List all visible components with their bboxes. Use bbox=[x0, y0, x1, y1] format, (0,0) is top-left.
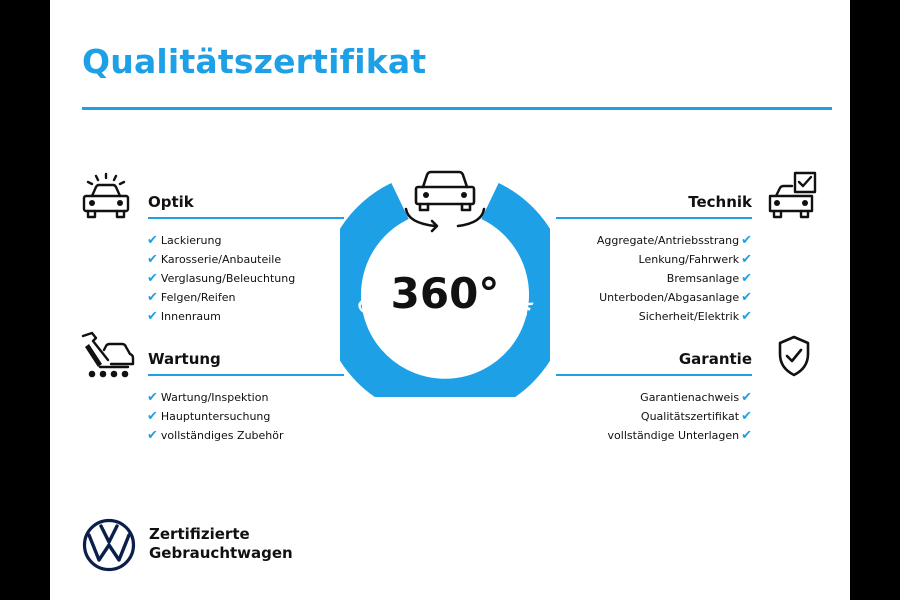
list-item: Garantienachweis ✔ bbox=[640, 390, 752, 405]
vw-logo bbox=[82, 518, 136, 572]
checkmark-icon: ✔ bbox=[741, 271, 752, 286]
checkmark-icon: ✔ bbox=[741, 233, 752, 248]
section-garantie bbox=[452, 350, 752, 460]
title-underline bbox=[82, 107, 832, 110]
checkmark-icon: ✔ bbox=[147, 290, 158, 305]
list-item: Sicherheit/Elektrik ✔ bbox=[638, 309, 752, 324]
shield-check-icon bbox=[776, 334, 812, 378]
list-item: ✔ Verglasung/Beleuchtung bbox=[147, 271, 296, 286]
brand-text bbox=[149, 525, 293, 563]
list-item: Bremsanlage ✔ bbox=[666, 271, 752, 286]
checkmark-icon: ✔ bbox=[147, 309, 158, 324]
section-technik bbox=[452, 193, 752, 333]
list-item: vollständige Unterlagen ✔ bbox=[607, 428, 752, 443]
brand-line-2: Gebrauchtwagen bbox=[149, 544, 293, 562]
check-list-garantie bbox=[608, 388, 752, 445]
section-title-wartung: Wartung bbox=[148, 350, 221, 368]
degree-label: 360° bbox=[390, 269, 500, 318]
list-item: ✔ Wartung/Inspektion bbox=[147, 390, 269, 405]
check-list-wartung bbox=[147, 388, 284, 445]
arc-label: Gebrauchtwagen-Check bbox=[351, 294, 539, 366]
list-item: Aggregate/Antriebsstrang ✔ bbox=[596, 233, 752, 248]
checkmark-icon: ✔ bbox=[147, 233, 158, 248]
checkmark-icon: ✔ bbox=[741, 390, 752, 405]
page-title: Qualitätszertifikat bbox=[82, 42, 427, 81]
checkmark-icon: ✔ bbox=[147, 409, 158, 424]
check-list-optik bbox=[147, 231, 295, 326]
checkmark-icon: ✔ bbox=[147, 428, 158, 443]
section-divider bbox=[148, 217, 344, 219]
section-title-garantie: Garantie bbox=[678, 350, 752, 368]
section-divider bbox=[556, 217, 752, 219]
list-item: ✔ vollständiges Zubehör bbox=[147, 428, 284, 443]
list-item: ✔ Karosserie/Anbauteile bbox=[147, 252, 282, 267]
checkmark-icon: ✔ bbox=[741, 309, 752, 324]
checkmark-icon: ✔ bbox=[147, 390, 158, 405]
list-item: ✔ Felgen/Reifen bbox=[147, 290, 236, 305]
checkmark-icon: ✔ bbox=[741, 290, 752, 305]
list-item: ✔ Innenraum bbox=[147, 309, 221, 324]
certificate-page bbox=[50, 0, 850, 600]
list-item: Lenkung/Fahrwerk ✔ bbox=[638, 252, 752, 267]
list-item: Unterboden/Abgasanlage ✔ bbox=[599, 290, 752, 305]
checkmark-icon: ✔ bbox=[741, 428, 752, 443]
list-item: ✔ Hauptuntersuchung bbox=[147, 409, 271, 424]
list-item: Qualitätszertifikat ✔ bbox=[640, 409, 752, 424]
section-title-technik: Technik bbox=[688, 193, 752, 211]
checkmark-icon: ✔ bbox=[147, 252, 158, 267]
section-title-optik: Optik bbox=[148, 193, 194, 211]
checkmark-icon: ✔ bbox=[741, 409, 752, 424]
brand-line-1: Zertifizierte bbox=[149, 525, 250, 543]
list-item: ✔ Lackierung bbox=[147, 233, 222, 248]
car-checkbox-icon bbox=[766, 170, 822, 222]
checkmark-icon: ✔ bbox=[147, 271, 158, 286]
section-divider bbox=[148, 374, 344, 376]
checkmark-icon: ✔ bbox=[741, 252, 752, 267]
check-list-technik bbox=[597, 231, 752, 326]
section-divider bbox=[556, 374, 752, 376]
